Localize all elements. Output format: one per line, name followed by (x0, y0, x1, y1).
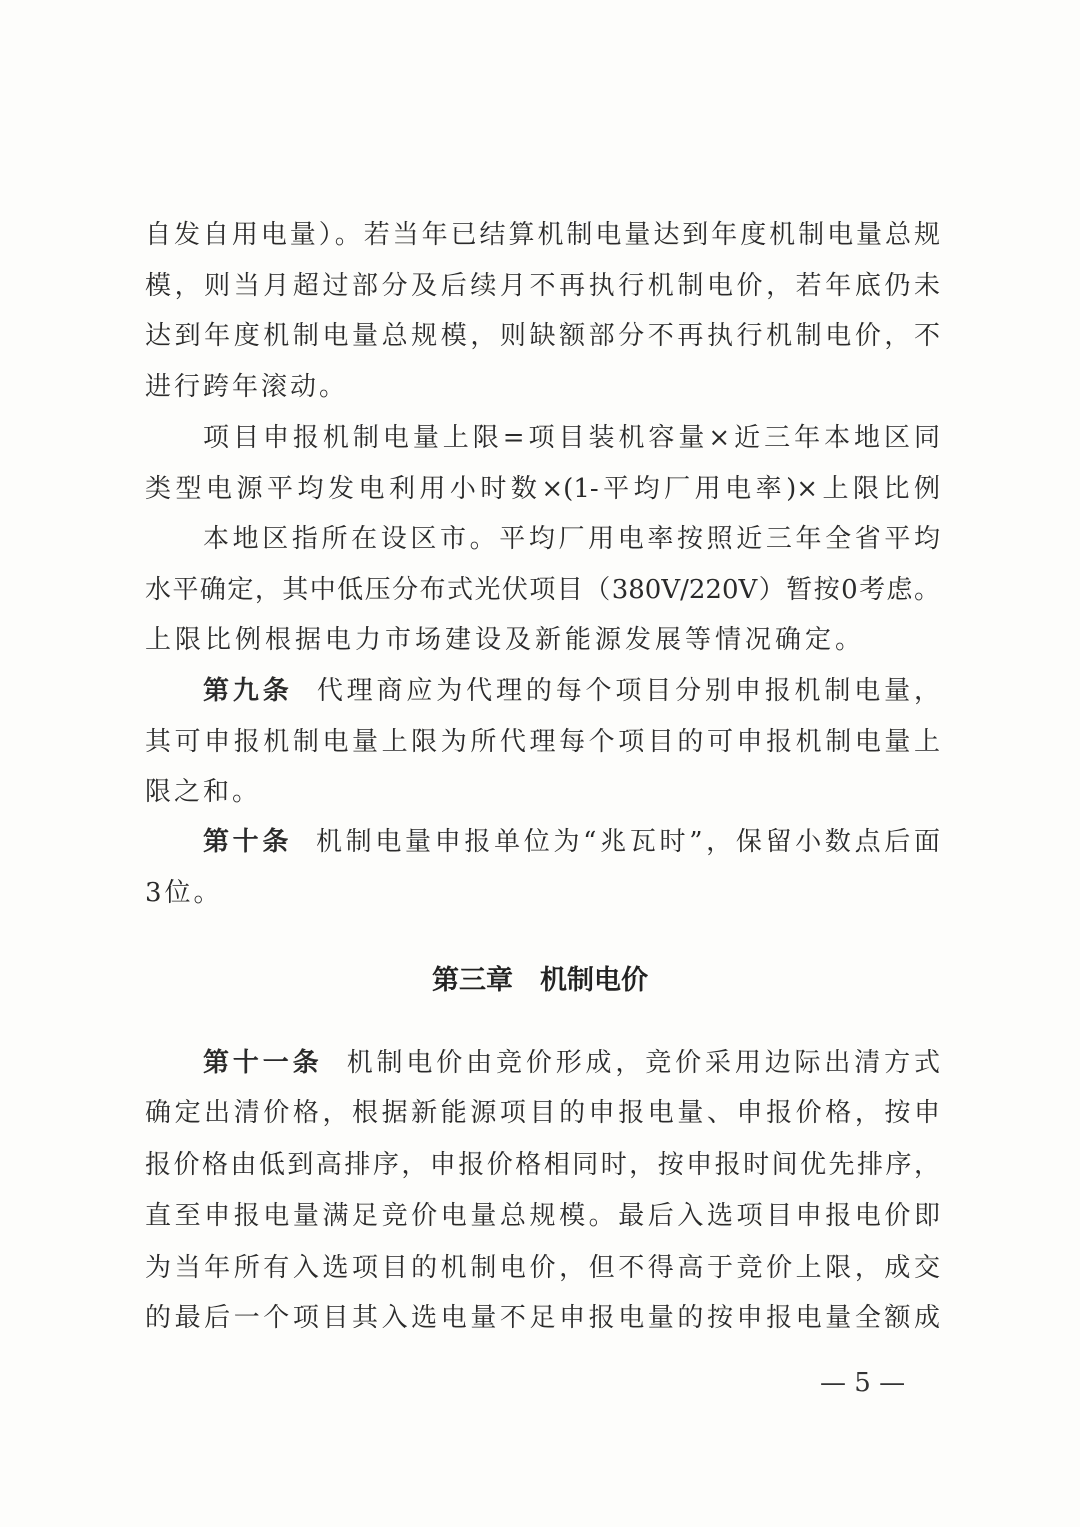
text-line: 达到年度机制电量总规模，则缺额部分不再执行机制电价，不 (145, 321, 940, 351)
article-10-label: 第十条 (203, 827, 293, 857)
chapter-heading: 第三章 机制电价 (432, 965, 648, 996)
text-line: 进行跨年滚动。 (145, 372, 349, 402)
text-line: 其可申报机制电量上限为所代理每个项目的可申报机制电量上 (145, 727, 940, 757)
text-line: 类型电源平均发电利用小时数×(1-平均厂用电率)×上限比例 (145, 474, 940, 504)
article-9-label: 第九条 (203, 676, 293, 706)
text-line: 的最后一个项目其入选电量不足申报电量的按申报电量全额成 (145, 1303, 940, 1333)
text-line: 限之和。 (145, 777, 262, 807)
article-11-label: 第十一条 (203, 1048, 323, 1078)
text-line: 3位。 (145, 878, 223, 908)
text-line: 模，则当月超过部分及后续月不再执行机制电价，若年底仍未 (145, 271, 940, 301)
text-line: 报价格由低到高排序，申报价格相同时，按申报时间优先排序， (145, 1150, 940, 1180)
article-9-line (203, 674, 940, 708)
text-line: 上限比例根据电力市场建设及新能源发展等情况确定。 (145, 625, 866, 655)
text-span: 机制电价由竞价形成，竞价采用边际出清方式 (346, 1048, 940, 1078)
text-line: 自发自用电量）。若当年已结算机制电量达到年度机制电量总规 (145, 220, 940, 250)
article-11-line (203, 1046, 940, 1080)
text-span: 机制电量申报单位为“兆瓦时”，保留小数点后面 (315, 827, 940, 857)
text-line: 为当年所有入选项目的机制电价，但不得高于竞价上限，成交 (145, 1253, 940, 1283)
text-line: 直至申报电量满足竞价电量总规模。最后入选项目申报电价即 (145, 1201, 940, 1231)
article-10-line (203, 825, 940, 859)
text-line: 项目申报机制电量上限=项目装机容量×近三年本地区同 (203, 423, 940, 453)
text-span: 代理商应为代理的每个项目分别申报机制电量， (316, 676, 940, 706)
text-line: 本地区指所在设区市。平均厂用电率按照近三年全省平均 (203, 524, 940, 554)
text-line: 确定出清价格，根据新能源项目的申报电量、申报价格，按申 (145, 1098, 940, 1128)
page-number: — 5 — (820, 1368, 906, 1398)
text-line: 水平确定，其中低压分布式光伏项目（380V/220V）暂按0考虑。 (145, 575, 940, 605)
